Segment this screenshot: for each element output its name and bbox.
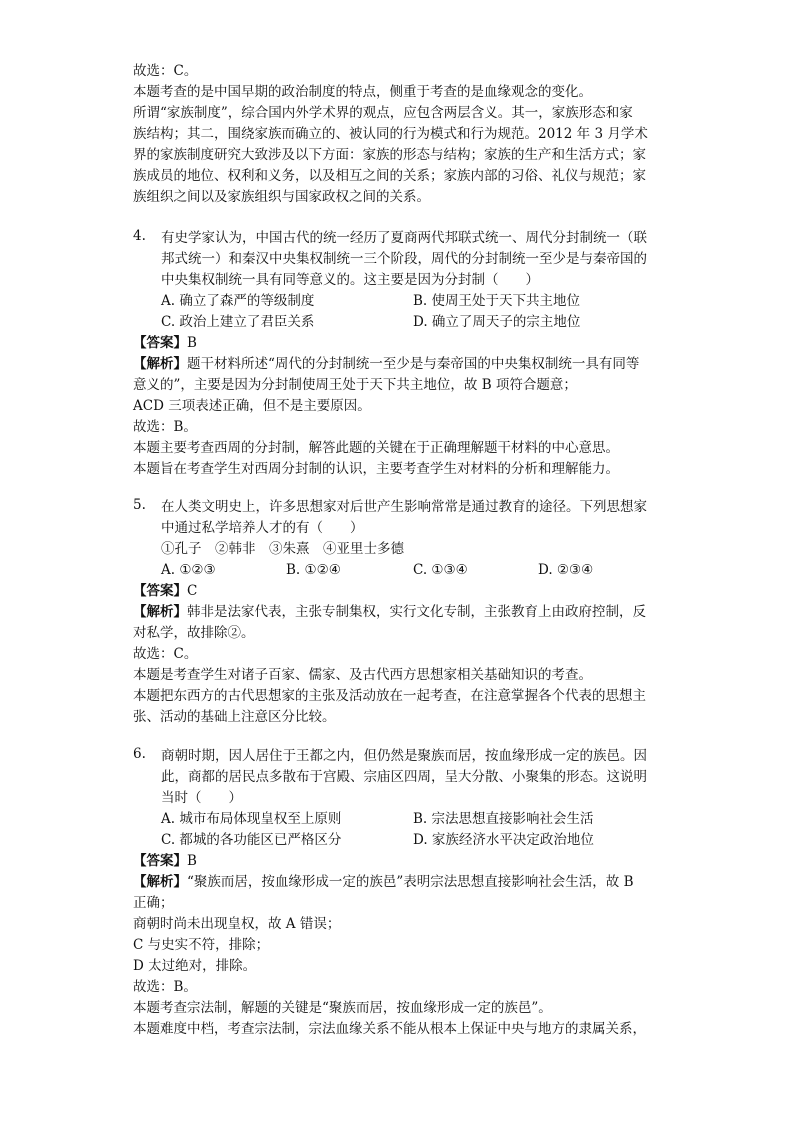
analysis-line: 意义的”，主要是因为分封制使周王处于天下共主地位，故 B 项符合题意； <box>133 377 577 393</box>
question-number: 4. <box>133 228 146 244</box>
option-c: C. ①③④ <box>413 562 468 578</box>
analysis-line: ACD 三项表述正确，但不是主要原因。 <box>133 398 371 414</box>
option-c: C. 政治上建立了君臣关系 <box>161 314 315 330</box>
option-a: A. 确立了森严的等级制度 <box>161 293 315 309</box>
stem-line: 在人类文明史上，许多思想家对后世产生影响常常是通过教育的途径。下列思想家 <box>161 499 647 515</box>
select-line: 故选：C。 <box>133 63 198 79</box>
analysis-line: 本题旨在考查学生对西周分封制的认识，主要考查学生对材料的分析和理解能力。 <box>133 461 619 477</box>
stem-line: 当时（ ） <box>161 790 242 806</box>
analysis-line <box>133 602 663 623</box>
analysis-line <box>133 354 663 375</box>
option-d: D. 家族经济水平决定政治地位 <box>413 832 594 848</box>
answer-line <box>133 333 663 354</box>
analysis-line: 本题主要考查西周的分封制，解答此题的关键在于正确理解题干材料的中心意思。 <box>133 440 619 456</box>
question-number: 5. <box>133 497 146 513</box>
note-line: 本题考查的是中国早期的政治制度的特点，侧重于考查的是血缘观念的变化。 <box>133 84 592 100</box>
note-line: 族组织之间以及家族组织与国家政权之间的关系。 <box>133 189 430 205</box>
answer-tag: 【答案】 <box>133 583 187 599</box>
analysis-line: 本题难度中档，考查宗法制，宗法血缘关系不能从根本上保证中央与地方的隶属关系， <box>133 1021 646 1037</box>
analysis-text: “聚族而居，按血缘形成一定的族邑”表明宗法思想直接影响社会生活，故 B <box>187 874 634 890</box>
option-d: D. 确立了周天子的宗主地位 <box>413 314 581 330</box>
stem-line: 邦式统一）和秦汉中央集权制统一三个阶段，周代的分封制统一至少是与秦帝国的 <box>161 251 647 267</box>
options-row <box>161 560 663 581</box>
stem-line: 商朝时期，因人居住于王都之内，但仍然是聚族而居，按血缘形成一定的族邑。因 <box>161 748 647 764</box>
option-a: A. ①②③ <box>161 562 216 578</box>
note-line: 所谓“家族制度”，综合国内外学术界的观点，应包含两层含义。其一，家族形态和家 <box>133 105 633 121</box>
analysis-tag: 【解析】 <box>133 356 187 372</box>
analysis-text: 韩非是法家代表，主张专制集权，实行文化专制，主张教育上由政府控制，反 <box>187 604 646 620</box>
question-stem <box>133 228 663 333</box>
analysis-line: C 与史实不符，排除； <box>133 937 270 953</box>
stem-line: 此，商都的居民点多散布于宫殿、宗庙区四周，呈大分散、小聚集的形态。这说明 <box>161 769 647 785</box>
analysis-line: 对私学，故排除②。 <box>133 625 255 641</box>
analysis-line <box>133 872 663 893</box>
answer-line <box>133 581 663 602</box>
note-line: 族成员的地位、权利和义务，以及相互之间的关系；家族内部的习俗、礼仪与规范；家 <box>133 168 646 184</box>
option-b: B. 宗法思想直接影响社会生活 <box>413 811 594 827</box>
analysis-line: 张、活动的基础上注意区分比较。 <box>133 709 336 725</box>
analysis-line: 本题考查宗法制，解题的关键是“聚族而居，按血缘形成一定的族邑”。 <box>133 1000 552 1016</box>
analysis-text: 题干材料所述“周代的分封制统一至少是与秦帝国的中央集权制统一具有同等 <box>187 356 640 372</box>
prev-question-tail <box>133 61 663 208</box>
answer-value: B <box>187 853 197 869</box>
question-stem <box>133 746 663 851</box>
question-5 <box>133 497 663 728</box>
answer-value: B <box>187 335 197 351</box>
option-b: B. 使周王处于天下共主地位 <box>413 293 581 309</box>
options-row <box>161 830 663 851</box>
option-c: C. 都城的各功能区已严格区分 <box>161 832 342 848</box>
options-row <box>161 312 663 333</box>
note-line: 界的家族制度研究大致涉及以下方面：家族的形态与结构；家族的生产和生活方式；家 <box>133 147 646 163</box>
analysis-line: 正确； <box>133 895 174 911</box>
note-line: 族结构；其二，围绕家族而确立的、被认同的行为模式和行为规范。2012 年 3 月学术 <box>133 126 648 142</box>
option-d: D. ②③④ <box>538 562 594 578</box>
answer-tag: 【答案】 <box>133 853 187 869</box>
analysis-tag: 【解析】 <box>133 604 187 620</box>
answer-tag: 【答案】 <box>133 335 187 351</box>
stem-line: ①孔子 ②韩非 ③朱熹 ④亚里士多德 <box>161 541 404 557</box>
analysis-line: D 太过绝对，排除。 <box>133 958 257 974</box>
question-stem <box>133 497 663 581</box>
analysis-line: 故选：B。 <box>133 979 197 995</box>
options-row <box>161 809 663 830</box>
analysis-tag: 【解析】 <box>133 874 187 890</box>
options-row <box>161 291 663 312</box>
analysis-line: 故选：C。 <box>133 646 198 662</box>
stem-line: 中通过私学培养人才的有（ ） <box>161 520 364 536</box>
analysis-line: 本题把东西方的古代思想家的主张及活动放在一起考查，在注意掌握各个代表的思想主 <box>133 688 646 704</box>
answer-line <box>133 851 663 872</box>
stem-line: 有史学家认为，中国古代的统一经历了夏商两代邦联式统一、周代分封制统一（联 <box>161 230 647 246</box>
question-6 <box>133 746 663 1040</box>
analysis-line: 本题是考查学生对诸子百家、儒家、及古代西方思想家相关基础知识的考查。 <box>133 667 592 683</box>
answer-value: C <box>187 583 198 599</box>
analysis-line: 故选：B。 <box>133 419 197 435</box>
stem-line: 中央集权制统一具有同等意义的。这主要是因为分封制（ ） <box>161 272 539 288</box>
question-number: 6. <box>133 746 146 762</box>
question-4 <box>133 228 663 480</box>
option-b: B. ①②④ <box>286 562 341 578</box>
option-a: A. 城市布局体现皇权至上原则 <box>161 811 342 827</box>
analysis-line: 商朝时尚未出现皇权，故 A 错误； <box>133 916 341 932</box>
